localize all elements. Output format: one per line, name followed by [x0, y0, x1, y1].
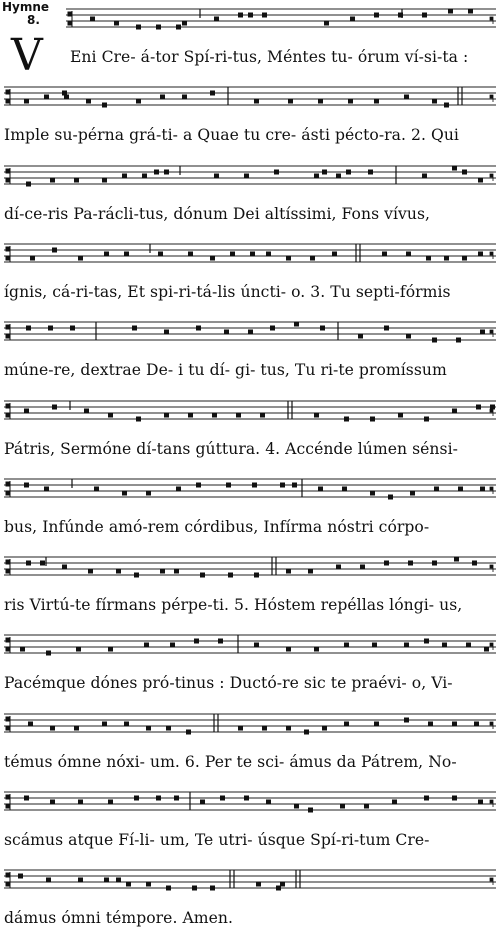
staff [4, 791, 496, 815]
neume-note [194, 639, 199, 644]
neume-note [432, 99, 437, 104]
chant-system [0, 626, 500, 704]
neume-note [304, 730, 309, 735]
neume-note [448, 9, 453, 14]
neume-note [384, 561, 389, 566]
neume-note [480, 487, 485, 492]
neume-note [136, 99, 141, 104]
staff [4, 556, 496, 580]
clef [68, 11, 72, 27]
neume-note [74, 726, 79, 731]
neume-note [452, 796, 457, 801]
neume-note [478, 800, 483, 805]
neume-note [70, 326, 75, 331]
neume-note [344, 417, 349, 422]
neume-note [350, 17, 355, 22]
mode-label: 8. [27, 13, 40, 27]
neume-note [286, 569, 291, 574]
neume-note [280, 882, 285, 887]
neume-note [454, 557, 459, 562]
neume-note [336, 174, 341, 179]
neume-note [472, 561, 477, 566]
clef [6, 794, 10, 810]
neume-note [90, 17, 95, 22]
staff [4, 400, 496, 424]
neume-note [164, 170, 169, 175]
lyric-line: Imple su-pérna grá-ti- a Quae tu cre- ásti pécto-ra. 2. Qui [4, 126, 459, 144]
neume-note [64, 95, 69, 100]
neume-note [476, 405, 481, 410]
lyric-line: Pacémque dónes pró-tinus : Ductó-re sic te praévi- o, Vi- [4, 674, 453, 692]
neume-note [314, 647, 319, 652]
neume-note [244, 796, 249, 801]
neume-note [188, 413, 193, 418]
neume-note [468, 9, 473, 14]
neume-note [344, 722, 349, 727]
neume-note [462, 256, 467, 261]
lyric-line: scámus atque Fí-li- um, Te utri- úsque Spí-ri-tum Cre- [4, 831, 430, 849]
neume-note [212, 413, 217, 418]
double-bar [458, 87, 462, 105]
neume-note [374, 99, 379, 104]
neume-note [114, 21, 119, 26]
neume-note [428, 722, 433, 727]
neume-note [142, 174, 147, 179]
neume-note [406, 252, 411, 257]
neume-note [408, 561, 413, 566]
staff [4, 713, 496, 737]
neume-note [78, 800, 83, 805]
neume-note [52, 248, 57, 253]
staff-lines [4, 8, 496, 34]
neume-note [166, 886, 171, 891]
neume-note [158, 252, 163, 257]
chant-system [0, 78, 500, 156]
lyric-line: Pátris, Sermóne dí-tans gúttura. 4. Accénde lúmen sénsi- [4, 440, 458, 458]
staff [4, 869, 496, 893]
clef [6, 246, 10, 262]
neume-note [248, 330, 253, 335]
neume-note [214, 17, 219, 22]
hymn-label: Hymne [2, 0, 50, 14]
neume-note [434, 487, 439, 492]
chant-system [0, 235, 500, 313]
clef [6, 89, 10, 105]
neume-note [164, 413, 169, 418]
neume-note [28, 722, 33, 727]
neume-note [426, 256, 431, 261]
neume-note [392, 800, 397, 805]
staff-lines [4, 713, 496, 739]
staff-lines [4, 556, 496, 582]
neume-note [224, 330, 229, 335]
chant-system [0, 548, 500, 626]
neume-note [176, 487, 181, 492]
neume-note [186, 730, 191, 735]
neume-note [164, 330, 169, 335]
clef [6, 324, 10, 340]
neume-note [294, 322, 299, 327]
neume-note [24, 483, 29, 488]
neume-note [266, 800, 271, 805]
neume-note [324, 21, 329, 26]
neume-note [474, 722, 479, 727]
neume-note [30, 256, 35, 261]
neume-note [452, 409, 457, 414]
neume-note [124, 722, 129, 727]
lyric-line: bus, Infúnde amó-rem córdibus, Infírma nóstri córpo- [4, 518, 430, 536]
staff-lines [4, 243, 496, 269]
neume-note [406, 334, 411, 339]
clef [6, 481, 10, 497]
neume-note [364, 804, 369, 809]
neume-note [174, 569, 179, 574]
neume-note [370, 491, 375, 496]
neume-note [424, 796, 429, 801]
neume-note [254, 573, 259, 578]
neume-note [288, 99, 293, 104]
neume-note [442, 643, 447, 648]
neume-note [254, 99, 259, 104]
neume-note [360, 565, 365, 570]
neume-note [236, 413, 241, 418]
neume-note [422, 13, 427, 18]
lyric-line: múne-re, dextrae De- i tu dí- gi- tus, Tu ri-te promíssum [4, 361, 447, 379]
neume-note [196, 483, 201, 488]
neume-note [132, 326, 137, 331]
neume-note [44, 487, 49, 492]
neume-note [382, 252, 387, 257]
neume-note [398, 13, 403, 18]
neume-note [102, 722, 107, 727]
neume-note [50, 178, 55, 183]
neume-note [18, 874, 23, 879]
neume-note [24, 409, 29, 414]
neume-note [404, 643, 409, 648]
neume-note [368, 170, 373, 175]
neume-note [422, 174, 427, 179]
neume-note [432, 561, 437, 566]
neume-note [308, 808, 313, 813]
neume-note [146, 726, 151, 731]
neume-note [314, 174, 319, 179]
neume-note [74, 178, 79, 183]
neume-note [200, 573, 205, 578]
neume-note [292, 483, 297, 488]
neume-note [84, 409, 89, 414]
clef [6, 403, 10, 419]
neume-note [388, 495, 393, 500]
staff [4, 8, 496, 32]
staff [4, 634, 496, 658]
neume-note [156, 25, 161, 30]
neume-note [444, 103, 449, 108]
neume-note [286, 726, 291, 731]
neume-note [404, 95, 409, 100]
double-bar [272, 557, 276, 575]
neume-note [156, 796, 161, 801]
neume-note [214, 174, 219, 179]
lyric-line: ígnis, cá-ri-tas, Et spi-ri-tá-lis úncti- o. 3. Tu septi-fórmis [4, 283, 451, 301]
neume-note [116, 569, 121, 574]
staff-lines [4, 791, 496, 817]
neume-note [318, 99, 323, 104]
neume-note [166, 726, 171, 731]
neume-note [466, 643, 471, 648]
neume-note [50, 800, 55, 805]
neume-note [314, 413, 319, 418]
neume-note [62, 565, 67, 570]
neume-note [86, 99, 91, 104]
neume-note [182, 21, 187, 26]
neume-note [370, 417, 375, 422]
neume-note [480, 330, 485, 335]
neume-note [210, 256, 215, 261]
neume-note [424, 639, 429, 644]
neume-note [24, 796, 29, 801]
neume-note [372, 643, 377, 648]
neume-note [410, 491, 415, 496]
neume-note [160, 95, 165, 100]
neume-note [346, 170, 351, 175]
neume-note [226, 483, 231, 488]
neume-note [462, 170, 467, 175]
chant-system [0, 705, 500, 783]
neume-note [134, 796, 139, 801]
neume-note [452, 166, 457, 171]
neume-note [44, 95, 49, 100]
neume-note [176, 25, 181, 30]
neume-note [374, 13, 379, 18]
neume-note [244, 174, 249, 179]
neume-note [52, 405, 57, 410]
neume-note [332, 252, 337, 257]
neume-note [76, 647, 81, 652]
clef [6, 168, 10, 184]
neume-note [50, 726, 55, 731]
lyric-line: dámus ómni témpore. Amen. [4, 909, 234, 927]
neume-note [294, 804, 299, 809]
neume-note [322, 170, 327, 175]
chant-system [0, 392, 500, 470]
neume-note [432, 338, 437, 343]
clef [6, 637, 10, 653]
neume-note [154, 170, 159, 175]
staff-lines [4, 869, 496, 895]
neume-note [318, 487, 323, 492]
chant-system [0, 313, 500, 391]
neume-note [170, 643, 175, 648]
neume-note [218, 639, 223, 644]
clef [6, 559, 10, 575]
staff [4, 243, 496, 267]
neume-note [424, 417, 429, 422]
neume-note [308, 569, 313, 574]
neume-note [322, 726, 327, 731]
staff-lines [4, 478, 496, 504]
neume-note [88, 569, 93, 574]
neume-note [444, 256, 449, 261]
neume-note [262, 13, 267, 18]
neume-note [286, 647, 291, 652]
neume-note [196, 326, 201, 331]
neume-note [104, 878, 109, 883]
neume-note [248, 13, 253, 18]
drop-initial: V [11, 30, 43, 81]
neume-note [160, 569, 165, 574]
neume-note [398, 413, 403, 418]
staff-lines [4, 321, 496, 347]
neume-note [78, 256, 83, 261]
neume-note [358, 334, 363, 339]
chant-system [0, 157, 500, 235]
neume-note [254, 643, 259, 648]
neume-note [456, 338, 461, 343]
neume-note [230, 252, 235, 257]
neume-note [108, 413, 113, 418]
neume-note [108, 800, 113, 805]
neume-note [136, 417, 141, 422]
neume-note [348, 99, 353, 104]
lyric-line: Eni Cre- á-tor Spí-ri-tus, Méntes tu- órum ví-si-ta : [70, 48, 469, 66]
neume-note [126, 882, 131, 887]
neume-note [124, 252, 129, 257]
neume-note [238, 726, 243, 731]
staff-lines [4, 165, 496, 191]
lyric-line: témus ómne nóxi- um. 6. Per te sci- ámus da Pátrem, No- [4, 753, 457, 771]
neume-note [262, 726, 267, 731]
neume-note [374, 722, 379, 727]
neume-note [478, 252, 483, 257]
neume-note [116, 878, 121, 883]
staff-lines [4, 86, 496, 112]
lyric-line: ris Virtú-te fírmans pérpe-ti. 5. Hóstem repéllas lóngi- us, [4, 596, 463, 614]
neume-note [274, 170, 279, 175]
neume-note [340, 804, 345, 809]
staff-lines [4, 634, 496, 660]
neume-note [26, 326, 31, 331]
neume-note [104, 252, 109, 257]
neume-note [310, 256, 315, 261]
staff-lines [4, 400, 496, 426]
neume-note [250, 252, 255, 257]
neume-note [260, 413, 265, 418]
neume-note [46, 651, 51, 656]
clef [6, 716, 10, 732]
double-bar [230, 870, 234, 888]
neume-note [286, 256, 291, 261]
clef [6, 872, 10, 888]
chant-system [0, 0, 500, 81]
neume-note [458, 487, 463, 492]
neume-note [102, 178, 107, 183]
neume-note [136, 25, 141, 30]
neume-note [20, 647, 25, 652]
neume-note [134, 573, 139, 578]
chant-system [0, 783, 500, 861]
staff [4, 86, 496, 110]
neume-note [336, 565, 341, 570]
neume-note [108, 647, 113, 652]
neume-note [484, 647, 489, 652]
neume-note [24, 99, 29, 104]
neume-note [270, 326, 275, 331]
neume-note [102, 103, 107, 108]
neume-note [122, 491, 127, 496]
staff [4, 165, 496, 189]
neume-note [26, 561, 31, 566]
neume-note [26, 182, 31, 187]
staff [4, 478, 496, 502]
double-bar [356, 244, 360, 262]
neume-note [210, 91, 215, 96]
neume-note [144, 643, 149, 648]
neume-note [192, 886, 197, 891]
neume-note [174, 796, 179, 801]
neume-note [452, 722, 457, 727]
neume-note [252, 483, 257, 488]
neume-note [342, 487, 347, 492]
neume-note [94, 487, 99, 492]
neume-note [384, 326, 389, 331]
double-bar [288, 401, 292, 419]
staff [4, 321, 496, 345]
neume-note [320, 326, 325, 331]
neume-note [40, 561, 45, 566]
neume-note [188, 252, 193, 257]
neume-note [122, 174, 127, 179]
neume-note [228, 573, 233, 578]
neume-note [404, 718, 409, 723]
neume-note [266, 252, 271, 257]
neume-note [478, 178, 483, 183]
neume-note [46, 878, 51, 883]
neume-note [256, 882, 261, 887]
neume-note [220, 796, 225, 801]
neume-note [78, 878, 83, 883]
lyric-line: dí-ce-ris Pa-rácli-tus, dónum Dei altíssimi, Fons vívus, [4, 205, 431, 223]
neume-note [182, 95, 187, 100]
double-bar [214, 714, 218, 732]
neume-note [48, 326, 53, 331]
neume-note [146, 882, 151, 887]
chant-system [0, 861, 500, 939]
neume-note [238, 13, 243, 18]
neume-note [280, 483, 285, 488]
chant-system [0, 470, 500, 548]
neume-note [200, 800, 205, 805]
neume-note [146, 491, 151, 496]
neume-note [344, 643, 349, 648]
double-bar [296, 870, 300, 888]
neume-note [210, 886, 215, 891]
